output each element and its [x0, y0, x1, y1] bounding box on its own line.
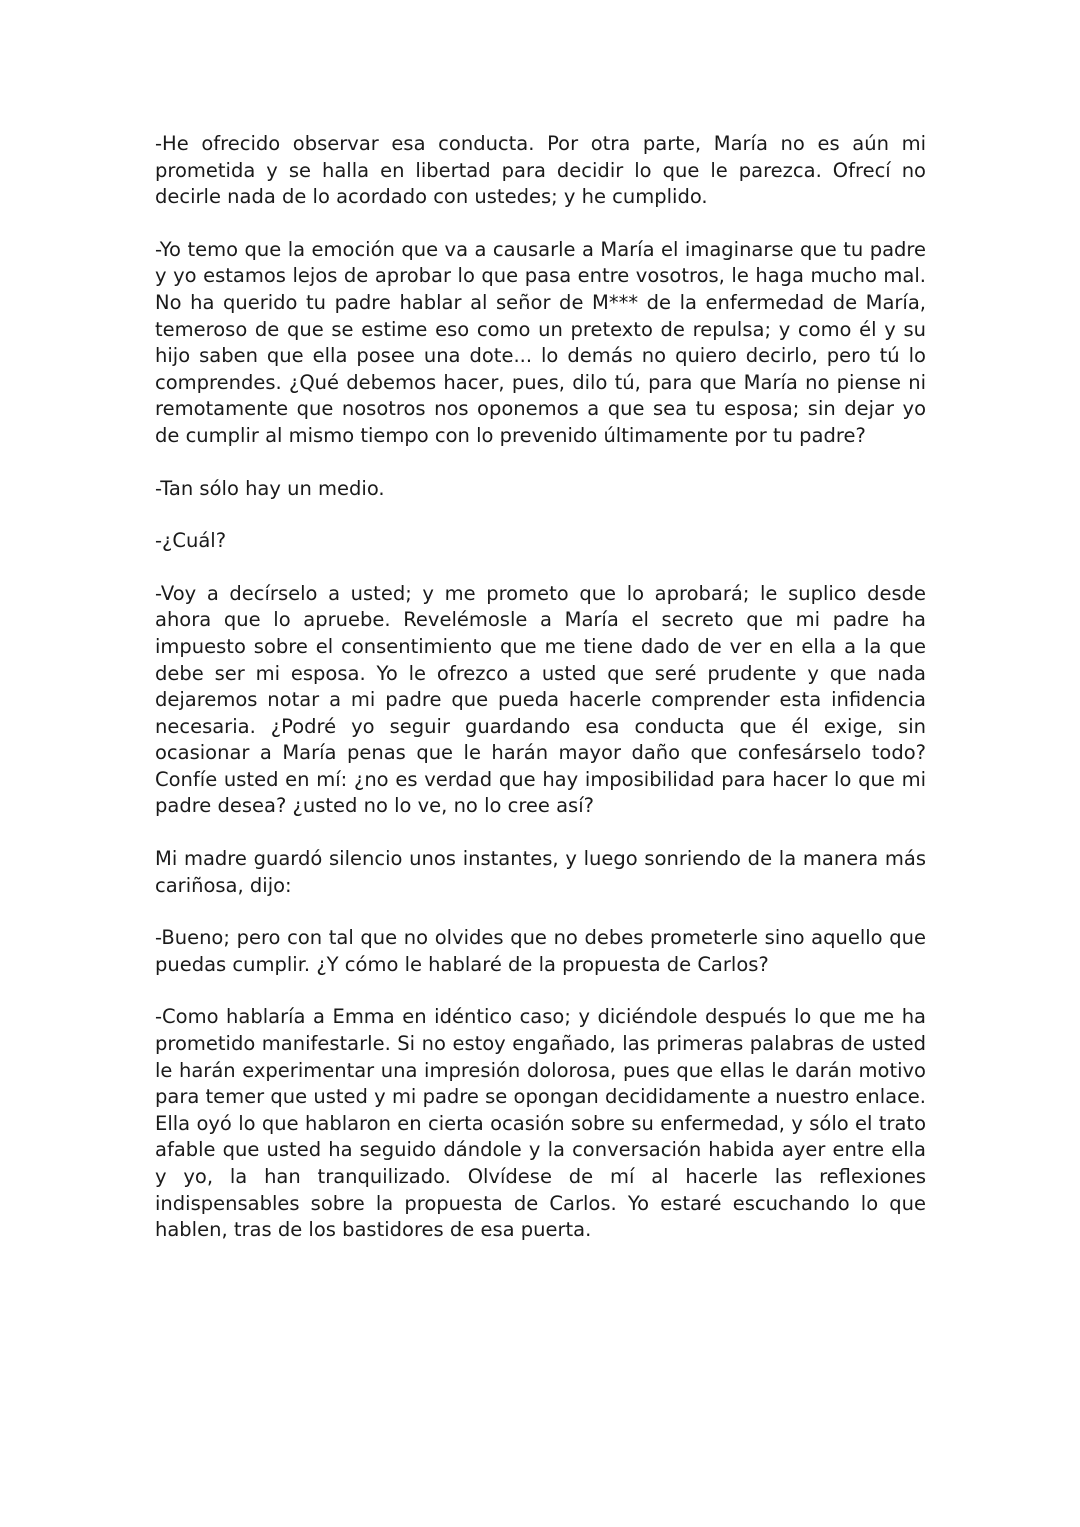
paragraph: -Tan sólo hay un medio. [155, 476, 385, 500]
paragraph: -Yo temo que la emoción que va a causarle a María el imaginarse que tu padre y yo estamos lejos de aprobar lo que pasa entre vosotros, le haga mucho mal. No ha querido tu padre hablar al señor de M*** de la enfermedad de María, temeroso de que se estime eso como un pretexto de repulsa; y como él y su hijo saben que ella posee una dote... lo demás no quiero decirlo, pero tú lo comprendes. ¿Qué debemos hacer, pues, dilo tú, para que María no piense ni remotamente que nosotros nos oponemos a que sea tu esposa; sin dejar yo de cumplir al mismo tiempo con lo prevenido últimamente por tu padre? [155, 237, 926, 447]
document-page [155, 131, 926, 1270]
paragraph: -He ofrecido observar esa conducta. Por otra parte, María no es aún mi prometida y se halla en libertad para decidir lo que le parezca. Ofrecí no decirle nada de lo acordado con ustedes; y he cumplido. [155, 132, 926, 209]
paragraph: Mi madre guardó silencio unos instantes, y luego sonriendo de la manera más cariñosa, dijo: [155, 847, 926, 897]
paragraph: -¿Cuál? [155, 529, 227, 553]
paragraph: -Como hablaría a Emma en idéntico caso; y diciéndole después lo que me ha prometido manifestarle. Si no estoy engañado, las primeras palabras de usted le harán experimentar una impresión dolorosa, pues que ellas le darán motivo para temer que usted y mi padre se opongan decididamente a nuestro enlace. Ella oyó lo que hablaron en cierta ocasión sobre su enfermedad, y sólo el trato afable que usted ha seguido dándole y la conversación habida ayer entre ella y yo, la han tranquilizado. Olvídese de mí al hacerle las reflexiones indispensables sobre la propuesta de Carlos. Yo estaré escuchando lo que hablen, tras de los bastidores de esa puerta. [155, 1005, 926, 1242]
paragraph: -Voy a decírselo a usted; y me prometo que lo aprobará; le suplico desde ahora que lo apruebe. Revelémosle a María el secreto que mi padre ha impuesto sobre el consentimiento que me tiene dado de ver en ella a la que debe ser mi esposa. Yo le ofrezco a usted que seré prudente y que nada dejaremos notar a mi padre que pueda hacerle comprender esta infidencia necesaria. ¿Podré yo seguir guardando esa conducta que él exige, sin ocasionar a María penas que le harán mayor daño que confesárselo todo? Confíe usted en mí: ¿no es verdad que hay imposibilidad para hacer lo que mi padre desea? ¿usted no lo ve, no lo cree así? [155, 581, 926, 818]
paragraph: -Bueno; pero con tal que no olvides que no debes prometerle sino aquello que puedas cumplir. ¿Y cómo le hablaré de la propuesta de Carlos? [155, 926, 926, 976]
